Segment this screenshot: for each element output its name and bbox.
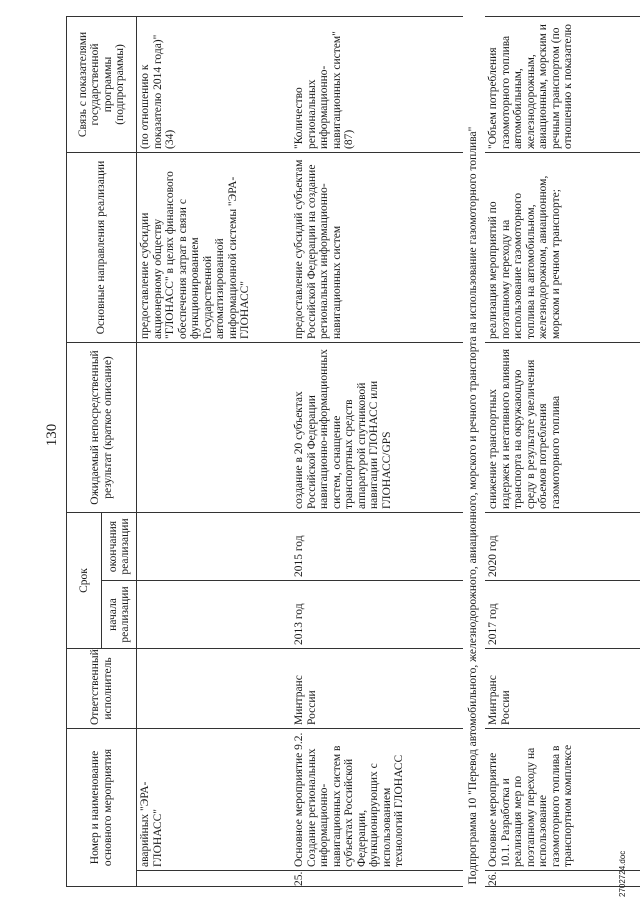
expected-result: создание в 20 субъектах Российской Федерации навигационно-информационных систем, оснащение транспортных средств аппаратурой спутниковой навигации ГЛОНАСС или ГЛОНАСС/GPS	[291, 342, 463, 512]
directions: предоставление субсидий субъектам Российской Федерации на создание региональных информационно-навигационных систем	[291, 152, 463, 342]
table-row	[485, 16, 640, 886]
header-term: Срок	[67, 512, 102, 648]
header-row	[67, 16, 102, 886]
activity-name: Основное мероприятие 9.2. Создание региональных информационно-навигационных систем в субъектах Российской Федерации, функционирующих с использованием технологий ГЛОНАСС	[291, 729, 463, 871]
header-result: Ожидаемый непосредственный результат (краткое описание)	[67, 342, 137, 512]
header-start: начала реализации	[102, 581, 137, 649]
file-name-footer: 2702724.doc	[618, 850, 627, 897]
start-term: 2013 год	[291, 581, 463, 649]
end-term	[137, 512, 292, 580]
row-number	[137, 871, 292, 887]
activity-name: Основное мероприятие 10.1. Разработка и реализация мер по поэтапному переходу на использование газомоторного топлива в транспортном комплексе	[485, 729, 640, 871]
end-term: 2015 год	[291, 512, 463, 580]
directions: предоставление субсидии акционерному обществу "ГЛОНАСС" в целях финансового обеспечения затрат в связи с функционированием Государственной автоматизированной информационной системы "ЭРА-ГЛОНАСС"	[137, 152, 292, 342]
header-end: окончания реализации	[102, 512, 137, 580]
indicator-link: "Объем потребления газомоторного топлива автомобильным, железнодорожным, авиационным, морским и речным транспортом (по отношению к показателю	[485, 16, 640, 152]
table-row	[291, 16, 463, 886]
activity-name: аварийных "ЭРА-ГЛОНАСС"	[137, 729, 292, 871]
table-row	[137, 16, 292, 886]
end-term: 2020 год	[485, 512, 640, 580]
header-executor: Ответственный исполнитель	[67, 649, 137, 729]
indicator-link: (по отношению к показателю 2014 года)" (34)	[137, 16, 292, 152]
row-number: 26.	[485, 871, 640, 887]
executor	[137, 649, 292, 729]
start-term: 2017 год	[485, 581, 640, 649]
subprogram-row	[463, 16, 485, 886]
program-activities-table	[66, 16, 640, 887]
row-number: 25.	[291, 871, 463, 887]
page-number: 130	[44, 423, 60, 447]
expected-result	[137, 342, 292, 512]
executor: Минтранс России	[485, 649, 640, 729]
executor: Минтранс России	[291, 649, 463, 729]
header-directions: Основные направления реализации	[67, 152, 137, 342]
expected-result: снижение транспортных издержек и негативного влияния транспорта на окружающую среду в результате увеличения объемов потребления газомоторного топлива	[485, 342, 640, 512]
indicator-link: "Количество региональных информационно-навигационных систем" (87)	[291, 16, 463, 152]
start-term	[137, 581, 292, 649]
header-link: Связь с показателями государственной программы (подпрограммы)	[67, 16, 137, 152]
header-name: Номер и наименование основного мероприятия	[67, 729, 137, 887]
subprogram-title: Подпрограмма 10 "Перевод автомобильного, железнодорожного, авиационного, морского и речного транспорта на использование газомоторного топлива"	[467, 126, 479, 885]
directions: реализация мероприятий по поэтапному переходу на использование газомоторного топлива на автомобильном, железнодорожном, авиационном, морском и речном транспорте;	[485, 152, 640, 342]
